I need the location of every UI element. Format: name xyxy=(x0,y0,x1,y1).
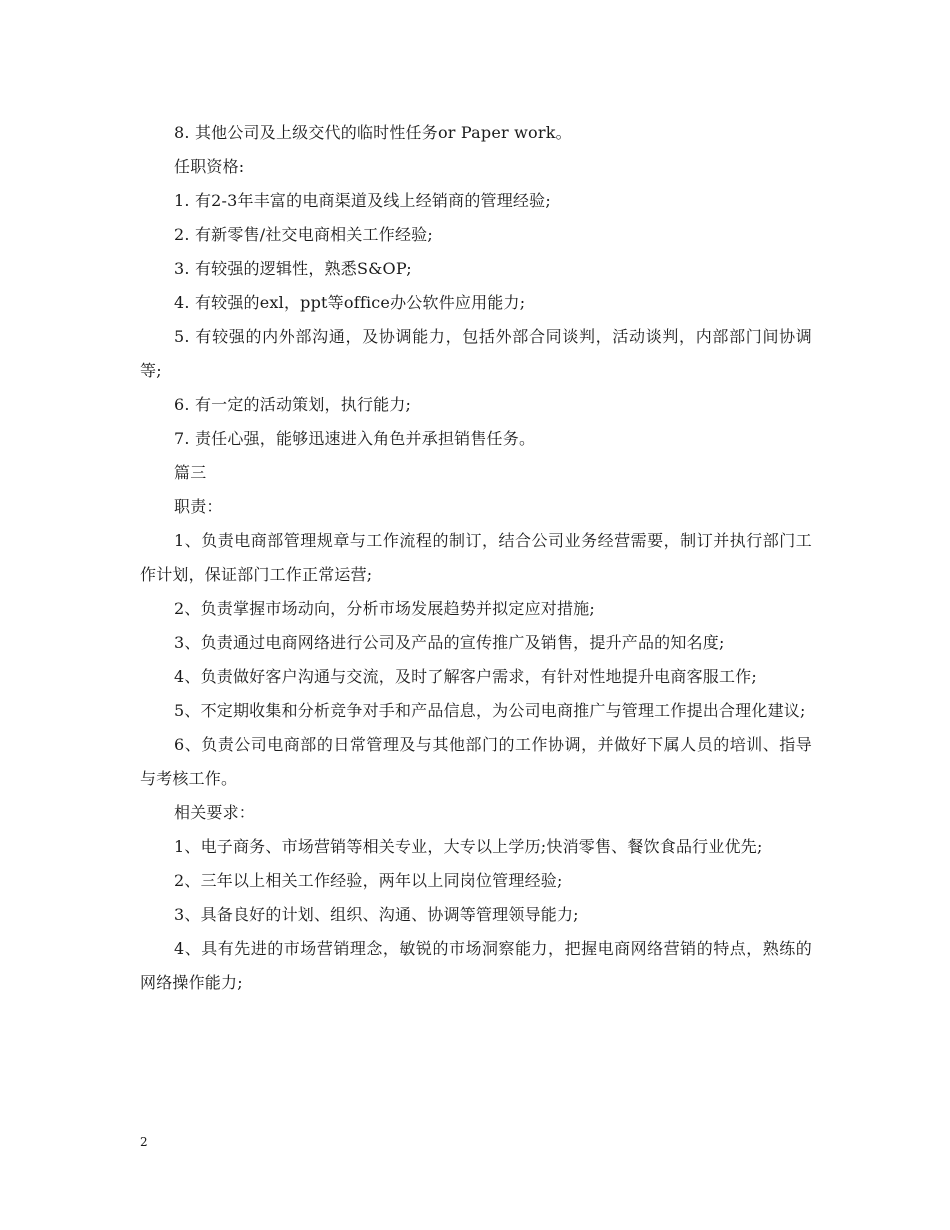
section-heading-qualifications: 任职资格: xyxy=(174,157,245,176)
section-heading-part-three: 篇三 xyxy=(174,463,207,482)
paragraph: 2、三年以上相关工作经验，两年以上同岗位管理经验; xyxy=(174,871,563,890)
paragraph: 6. 有一定的活动策划，执行能力; xyxy=(174,395,412,414)
paragraph: 5. 有较强的内外部沟通，及协调能力，包括外部合同谈判，活动谈判，内部部门间协调等; xyxy=(140,327,812,380)
paragraph: 1、电子商务、市场营销等相关专业，大专以上学历;快消零售、餐饮食品行业优先; xyxy=(174,837,763,856)
paragraph: 3. 有较强的逻辑性，熟悉S&OP; xyxy=(174,259,412,278)
paragraph: 2. 有新零售/社交电商相关工作经验; xyxy=(174,225,433,244)
paragraph: 2、负责掌握市场动向，分析市场发展趋势并拟定应对措施; xyxy=(174,599,595,618)
paragraph: 4. 有较强的exl，ppt等office办公软件应用能力; xyxy=(174,293,526,312)
paragraph: 4、负责做好客户沟通与交流，及时了解客户需求，有针对性地提升电商客服工作; xyxy=(174,667,757,686)
paragraph: 3、具备良好的计划、组织、沟通、协调等管理领导能力; xyxy=(174,905,579,924)
paragraph: 3、负责通过电商网络进行公司及产品的宣传推广及销售，提升产品的知名度; xyxy=(174,633,725,652)
paragraph: 6、负责公司电商部的日常管理及与其他部门的工作协调，并做好下属人员的培训、指导与考核工作。 xyxy=(140,735,812,788)
paragraph: 4、具有先进的市场营销理念，敏锐的市场洞察能力，把握电商网络营销的特点，熟练的网络操作能力; xyxy=(140,939,812,992)
section-heading-requirements: 相关要求： xyxy=(174,803,256,822)
page-number: 2 xyxy=(140,1135,148,1149)
paragraph: 5、不定期收集和分析竞争对手和产品信息，为公司电商推广与管理工作提出合理化建议; xyxy=(174,701,806,720)
paragraph: 7. 责任心强，能够迅速进入角色并承担销售任务。 xyxy=(174,429,536,448)
document-body xyxy=(140,116,812,1000)
paragraph: 1、负责电商部管理规章与工作流程的制订，结合公司业务经营需要，制订并执行部门工作计划，保证部门工作正常运营; xyxy=(140,531,812,584)
paragraph: 8. 其他公司及上级交代的临时性任务or Paper work。 xyxy=(174,123,572,142)
paragraph: 1. 有2-3年丰富的电商渠道及线上经销商的管理经验; xyxy=(174,191,551,210)
section-heading-duties: 职责： xyxy=(174,497,223,516)
